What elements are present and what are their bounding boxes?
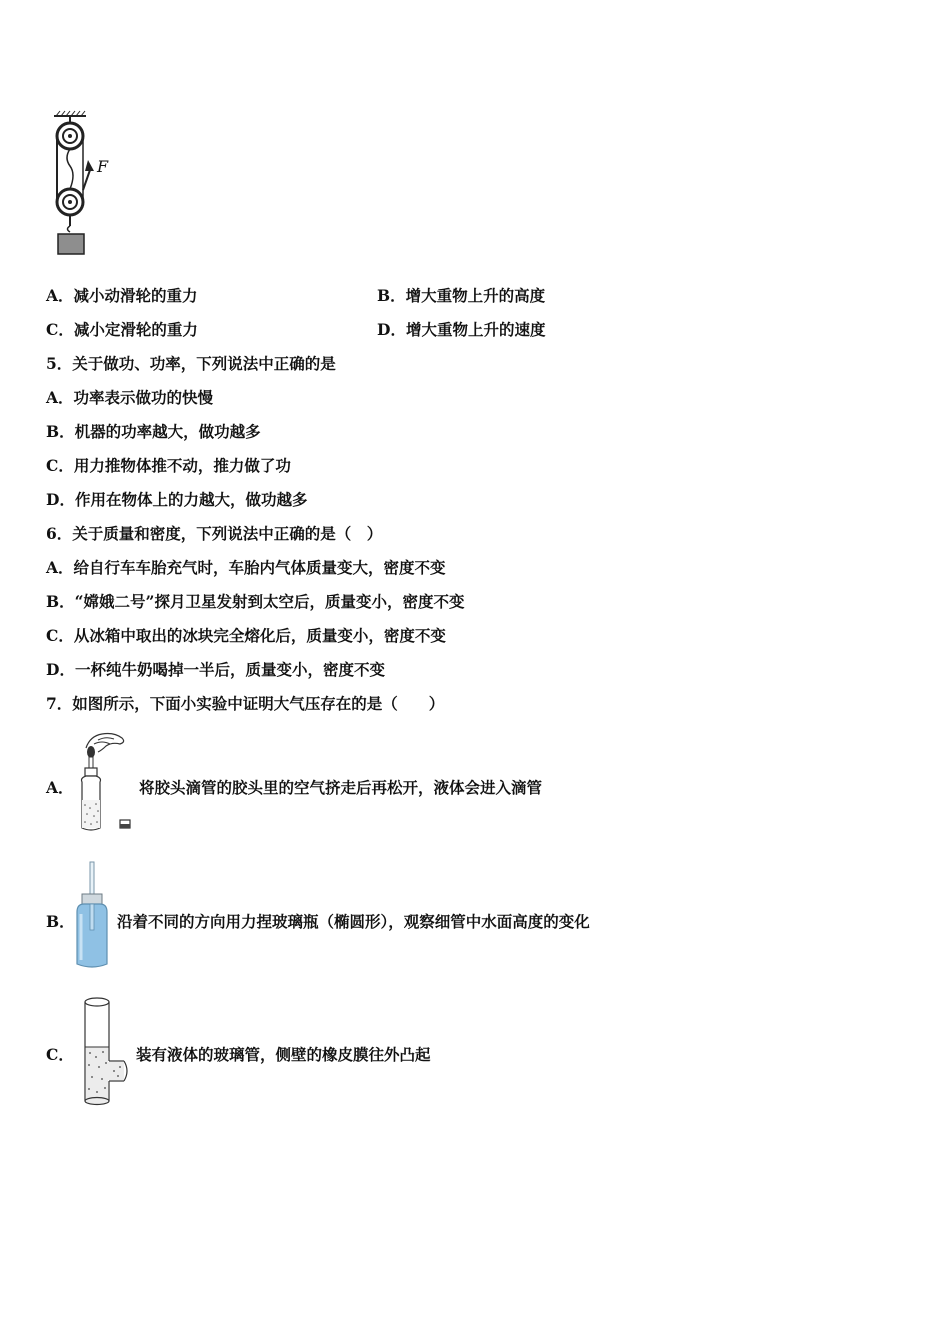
force-label: F xyxy=(97,157,109,176)
q6-stem: 6．关于质量和密度，下列说法中正确的是（ ） xyxy=(46,524,383,543)
option-label: D． xyxy=(46,660,75,679)
q6-option-a xyxy=(46,558,446,578)
option-label: B． xyxy=(46,422,75,441)
q7-option-a-text: 将胶头滴管的胶头里的空气挤走后再松开，液体会进入滴管 xyxy=(139,778,543,797)
pulley-diagram xyxy=(50,110,120,258)
option-text: “嫦娥二号”探月卫星发射到太空后，质量变小，密度不变 xyxy=(74,592,465,611)
option-label: B． xyxy=(46,592,75,611)
q4-option-a xyxy=(46,286,198,306)
q5-option-c xyxy=(46,456,291,476)
glass-bottle-figure xyxy=(72,860,116,972)
dropper-bottle-figure xyxy=(76,730,136,834)
option-label: C． xyxy=(46,320,74,339)
option-label: A． xyxy=(46,286,74,305)
q7-option-b-text: 沿着不同的方向用力捏玻璃瓶（椭圆形），观察细管中水面高度的变化 xyxy=(117,912,590,931)
option-label: D． xyxy=(377,320,406,339)
q5-option-d xyxy=(46,490,307,510)
q7-option-a-label: A． xyxy=(46,778,74,797)
option-label: A． xyxy=(46,558,74,577)
option-text: 从冰箱中取出的冰块完全熔化后，质量变小，密度不变 xyxy=(73,626,446,645)
q5-stem: 5．关于做功、功率，下列说法中正确的是 xyxy=(46,354,336,373)
q7-option-b-label: B． xyxy=(46,912,75,931)
q7-option-c-label: C． xyxy=(46,1045,74,1064)
option-text: 减小动滑轮的重力 xyxy=(73,286,198,305)
glass-tube-membrane-figure xyxy=(80,995,132,1109)
option-text: 用力推物体推不动，推力做了功 xyxy=(73,456,291,475)
option-text: 减小定滑轮的重力 xyxy=(73,320,198,339)
q6-option-d xyxy=(46,660,385,680)
option-text: 一杯纯牛奶喝掉一半后，质量变小，密度不变 xyxy=(74,660,385,679)
q6-option-b xyxy=(46,592,464,612)
option-label: C． xyxy=(46,456,74,475)
q4-option-c xyxy=(46,320,198,340)
option-label: D． xyxy=(46,490,75,509)
q7-stem: 7．如图所示，下面小实验中证明大气压存在的是（ ） xyxy=(46,694,445,713)
option-text: 给自行车车胎充气时，车胎内气体质量变大，密度不变 xyxy=(73,558,446,577)
q5-option-b xyxy=(46,422,261,442)
option-label: B． xyxy=(377,286,406,305)
q7-option-c-text: 装有液体的玻璃管，侧壁的橡皮膜往外凸起 xyxy=(136,1045,431,1064)
option-label: A． xyxy=(46,388,74,407)
option-text: 机器的功率越大，做功越多 xyxy=(74,422,261,441)
q4-option-b xyxy=(377,286,545,306)
q4-option-d xyxy=(377,320,545,340)
option-text: 增大重物上升的速度 xyxy=(405,320,546,339)
option-text: 作用在物体上的力越大，做功越多 xyxy=(74,490,308,509)
option-label: C． xyxy=(46,626,74,645)
q5-option-a xyxy=(46,388,213,408)
option-text: 功率表示做功的快慢 xyxy=(73,388,214,407)
option-text: 增大重物上升的高度 xyxy=(405,286,546,305)
q6-option-c xyxy=(46,626,446,646)
